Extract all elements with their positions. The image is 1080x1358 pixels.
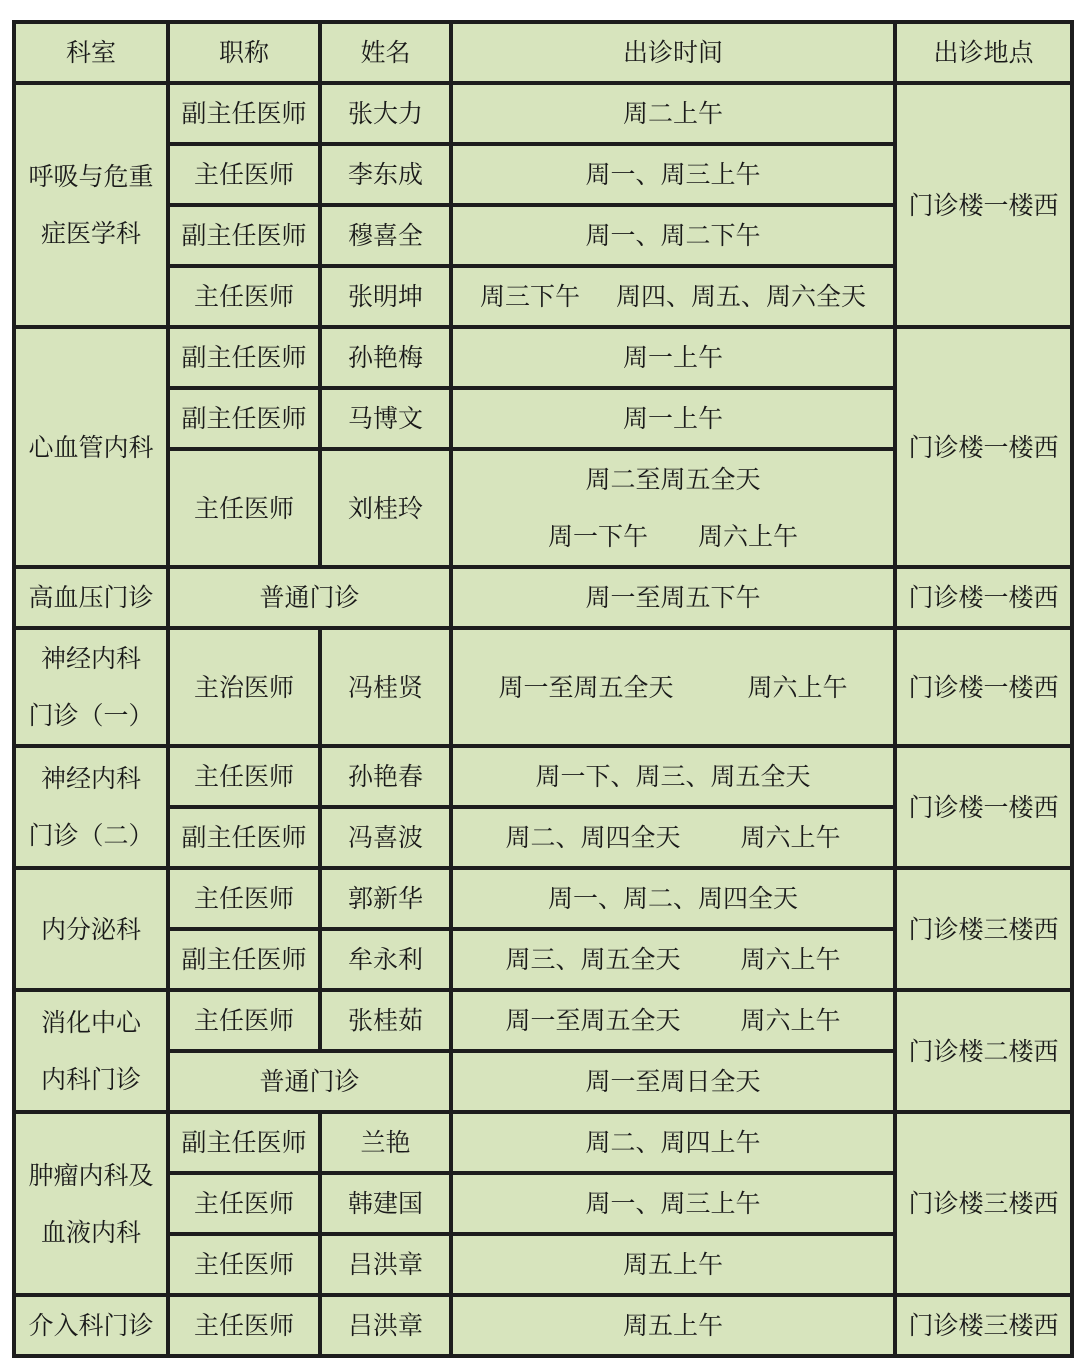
title-cell: 副主任医师 [170,390,318,447]
title-cell: 主任医师 [170,992,318,1049]
place-cell: 门诊楼三楼西 [897,1114,1070,1293]
dept-cell [16,85,166,325]
title-cell: 主治医师 [170,630,318,744]
time-text: 周一上午 [622,404,723,433]
schedule-body [16,85,1070,1354]
dept-line: 症医学科 [40,219,141,248]
merged-title-cell: 普通门诊 [170,1053,449,1110]
header-dept: 科室 [16,24,166,81]
title-cell: 主任医师 [170,748,318,805]
time-cell [453,809,893,866]
dept-cell [16,329,166,565]
dept-cell [16,630,166,744]
place-cell: 门诊楼一楼西 [897,329,1070,565]
title-cell: 主任医师 [170,451,318,565]
dept-line: 介入科门诊 [28,1311,154,1340]
time-cell [453,630,893,744]
time-text: 周一、周二、周四全天 [547,884,798,913]
name-cell: 张大力 [322,85,449,142]
header-time: 出诊时间 [453,24,893,81]
place-cell: 门诊楼三楼西 [897,870,1070,988]
dept-cell [16,569,166,626]
time-text: 周一至周日全天 [585,1067,761,1096]
name-cell: 吕洪章 [322,1297,449,1354]
dept-line: 神经内科 [40,644,141,673]
dept-line: 心血管内科 [28,432,154,462]
name-cell: 冯喜波 [322,809,449,866]
place-cell: 门诊楼三楼西 [897,1297,1070,1354]
name-cell: 穆喜全 [322,207,449,264]
name-cell: 兰艳 [322,1114,449,1171]
time-cell [453,390,893,447]
time-text: 周一、周三上午 [585,1189,761,1218]
name-cell: 孙艳梅 [322,329,449,386]
title-cell: 副主任医师 [170,931,318,988]
schedule-sheet [12,20,1070,1358]
dept-cell [16,1297,166,1354]
name-cell: 马博文 [322,390,449,447]
title-cell: 副主任医师 [170,809,318,866]
time-text: 周一、周三上午 [585,160,761,189]
time-text: 周六上午 [740,1006,841,1035]
dept-line: 神经内科 [40,764,141,793]
table-row [16,85,1070,142]
header-title: 职称 [170,24,318,81]
time-text: 周五上午 [622,1311,723,1340]
place-cell: 门诊楼二楼西 [897,992,1070,1110]
merged-title-cell: 普通门诊 [170,569,449,626]
title-cell: 主任医师 [170,1175,318,1232]
time-text: 周二上午 [622,99,723,128]
dept-line: 消化中心 [40,1008,141,1037]
time-text: 周一上午 [622,343,723,372]
time-text: 周三、周五全天 [505,945,681,974]
time-text: 周二、周四上午 [585,1128,761,1157]
table-row [16,992,1070,1049]
time-cell [453,992,893,1049]
name-cell: 韩建国 [322,1175,449,1232]
dept-cell [16,870,166,988]
time-text: 周一下、周三、周五全天 [535,762,811,791]
table-row [16,748,1070,805]
time-text: 周六上午 [740,945,841,974]
time-text: 周二至周五全天 [585,465,761,494]
time-text: 周二、周四全天 [505,823,681,852]
dept-line: 呼吸与危重 [28,162,154,191]
dept-line: 高血压门诊 [28,583,154,612]
dept-line: 门诊（二） [28,821,154,850]
time-line [461,508,885,565]
dept-cell [16,992,166,1110]
dept-line: 血液内科 [40,1217,141,1247]
name-cell: 牟永利 [322,931,449,988]
dept-line: 肿瘤内科及 [28,1160,154,1190]
place-cell: 门诊楼一楼西 [897,630,1070,744]
dept-cell [16,1114,166,1293]
header-row [16,24,1070,81]
time-text: 周六上午 [698,522,799,551]
place-cell: 门诊楼一楼西 [897,748,1070,866]
time-text: 周五上午 [622,1250,723,1279]
table-row [16,569,1070,626]
time-cell [453,569,893,626]
table-row [16,1297,1070,1354]
time-text: 周六上午 [747,672,848,702]
title-cell: 主任医师 [170,1297,318,1354]
time-text: 周六上午 [740,823,841,852]
time-cell [453,146,893,203]
name-cell: 冯桂贤 [322,630,449,744]
time-cell [453,1114,893,1171]
name-cell: 张明坤 [322,268,449,325]
time-cell [453,1297,893,1354]
time-cell [453,329,893,386]
dept-line: 内科门诊 [40,1065,141,1094]
name-cell: 孙艳春 [322,748,449,805]
dept-line: 内分泌科 [40,914,141,944]
table-row [16,630,1070,744]
time-cell [453,1236,893,1293]
time-cell [453,1053,893,1110]
time-cell [453,207,893,264]
time-text: 周一至周五全天 [498,672,674,702]
header-place: 出诊地点 [897,24,1070,81]
name-cell: 张桂茹 [322,992,449,1049]
time-cell [453,451,893,565]
time-cell [453,931,893,988]
title-cell: 主任医师 [170,146,318,203]
title-cell: 主任医师 [170,268,318,325]
place-cell: 门诊楼一楼西 [897,569,1070,626]
title-cell: 副主任医师 [170,207,318,264]
time-cell [453,268,893,325]
name-cell: 郭新华 [322,870,449,927]
time-cell [453,748,893,805]
time-line [461,451,885,508]
name-cell: 李东成 [322,146,449,203]
time-text: 周一至周五下午 [585,583,761,612]
time-text: 周一下午 [547,522,648,551]
title-cell: 副主任医师 [170,329,318,386]
header-name: 姓名 [322,24,449,81]
title-cell: 主任医师 [170,870,318,927]
table-row [16,870,1070,927]
time-text: 周四、周五、周六全天 [616,282,867,311]
clinic-schedule-table [12,20,1074,1358]
time-cell [453,85,893,142]
time-text: 周一、周二下午 [585,221,761,250]
title-cell: 主任医师 [170,1236,318,1293]
title-cell: 副主任医师 [170,1114,318,1171]
time-text: 周三下午 [479,282,580,311]
name-cell: 吕洪章 [322,1236,449,1293]
dept-line: 门诊（一） [28,701,154,730]
name-cell: 刘桂玲 [322,451,449,565]
title-cell: 副主任医师 [170,85,318,142]
time-text: 周一至周五全天 [505,1006,681,1035]
dept-cell [16,748,166,866]
table-row [16,1114,1070,1171]
table-row [16,329,1070,386]
time-cell [453,870,893,927]
place-cell: 门诊楼一楼西 [897,85,1070,325]
time-cell [453,1175,893,1232]
